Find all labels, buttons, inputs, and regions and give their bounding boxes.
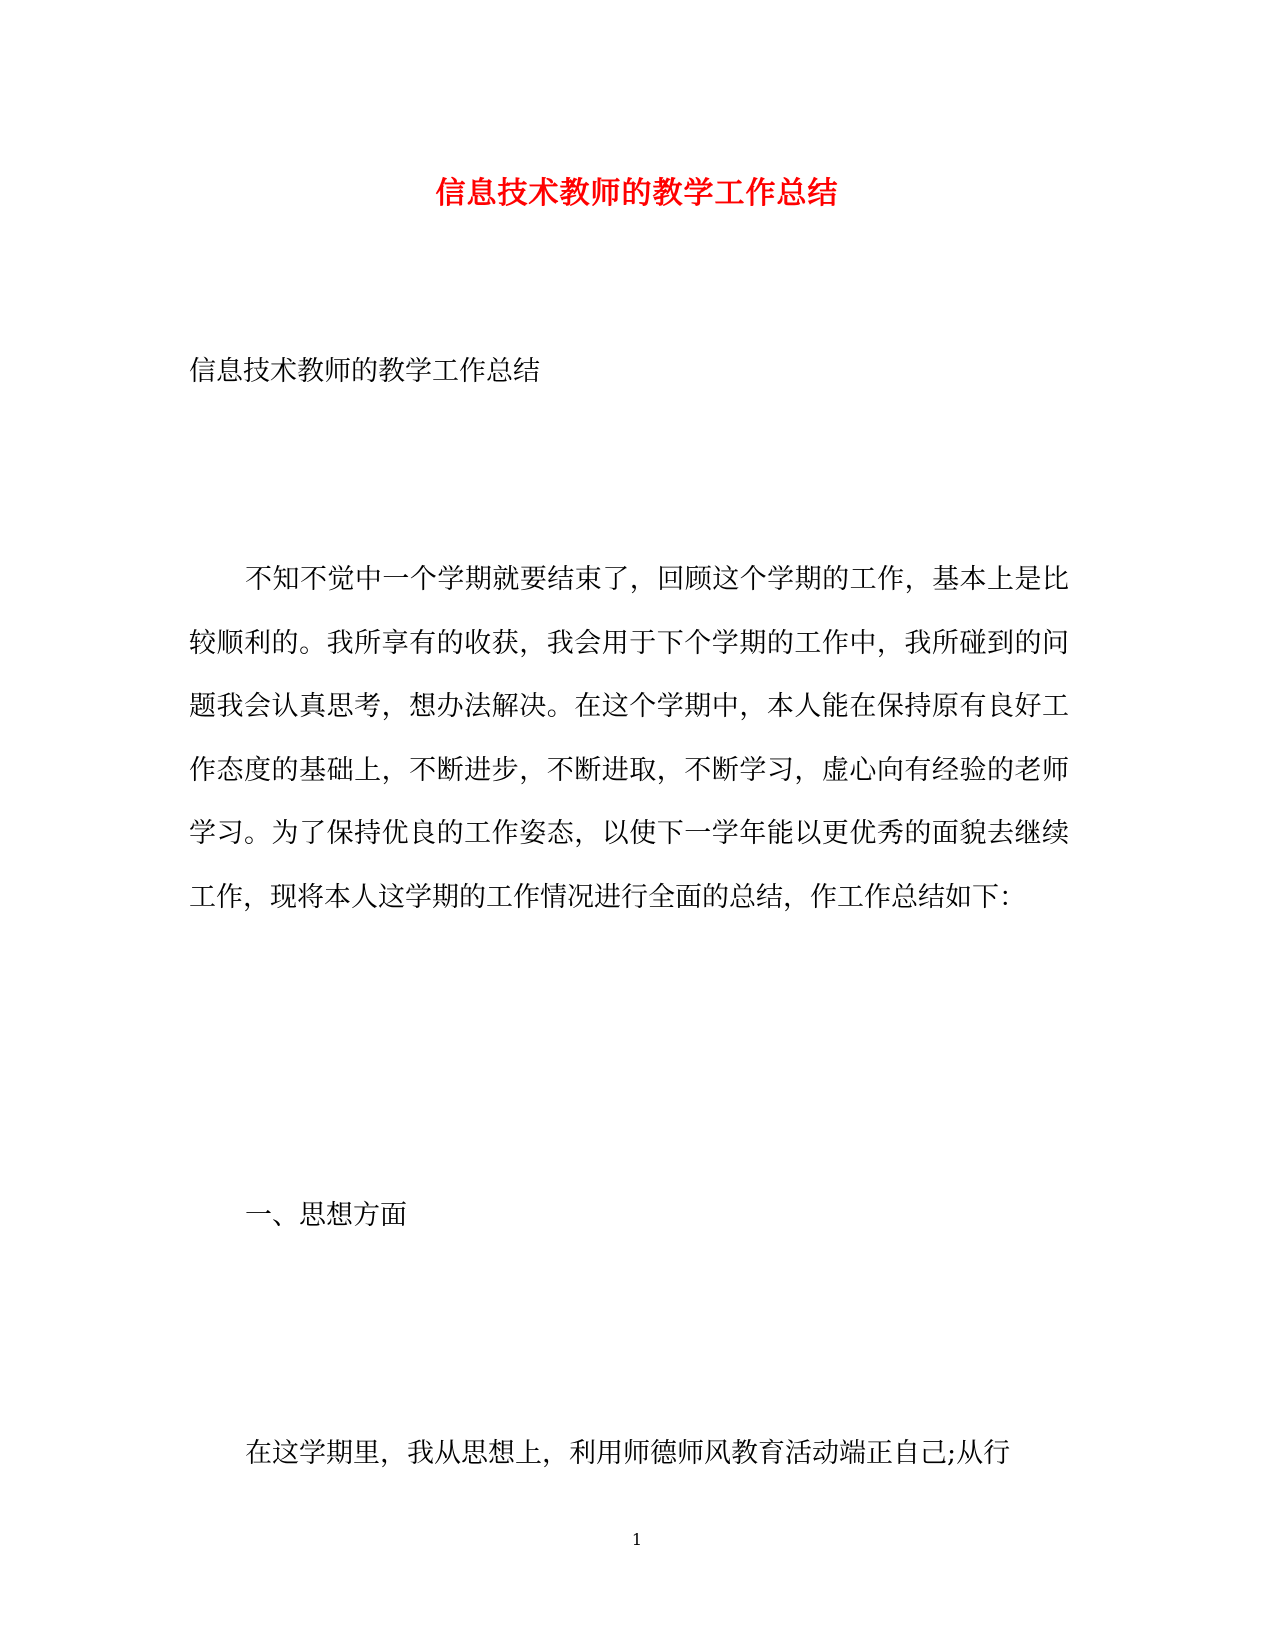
document-subtitle: 信息技术教师的教学工作总结 xyxy=(189,356,540,387)
section-heading-thought: 一、思想方面 xyxy=(245,1200,407,1231)
document-title: 信息技术教师的教学工作总结 xyxy=(435,176,839,211)
intro-paragraph: 不知不觉中一个学期就要结束了，回顾这个学期的工作，基本上是比较顺利的。我所享有的收获，我会用于下个学期的工作中，我所碰到的问题我会认真思考，想办法解决。在这个学期中，本人能在保持原有良好工作态度的基础上，不断进步，不断进取，不断学习，虚心向有经验的老师学习。为了保持优良的工作姿态，以使下一学年能以更优秀的面貌去继续工作，现将本人这学期的工作情况进行全面的总结，作工作总结如下： xyxy=(189,564,1069,913)
section-paragraph: 在这学期里，我从思想上，利用师德师风教育活动端正自己;从行 xyxy=(245,1438,1011,1469)
page-number: 1 xyxy=(631,1530,643,1549)
